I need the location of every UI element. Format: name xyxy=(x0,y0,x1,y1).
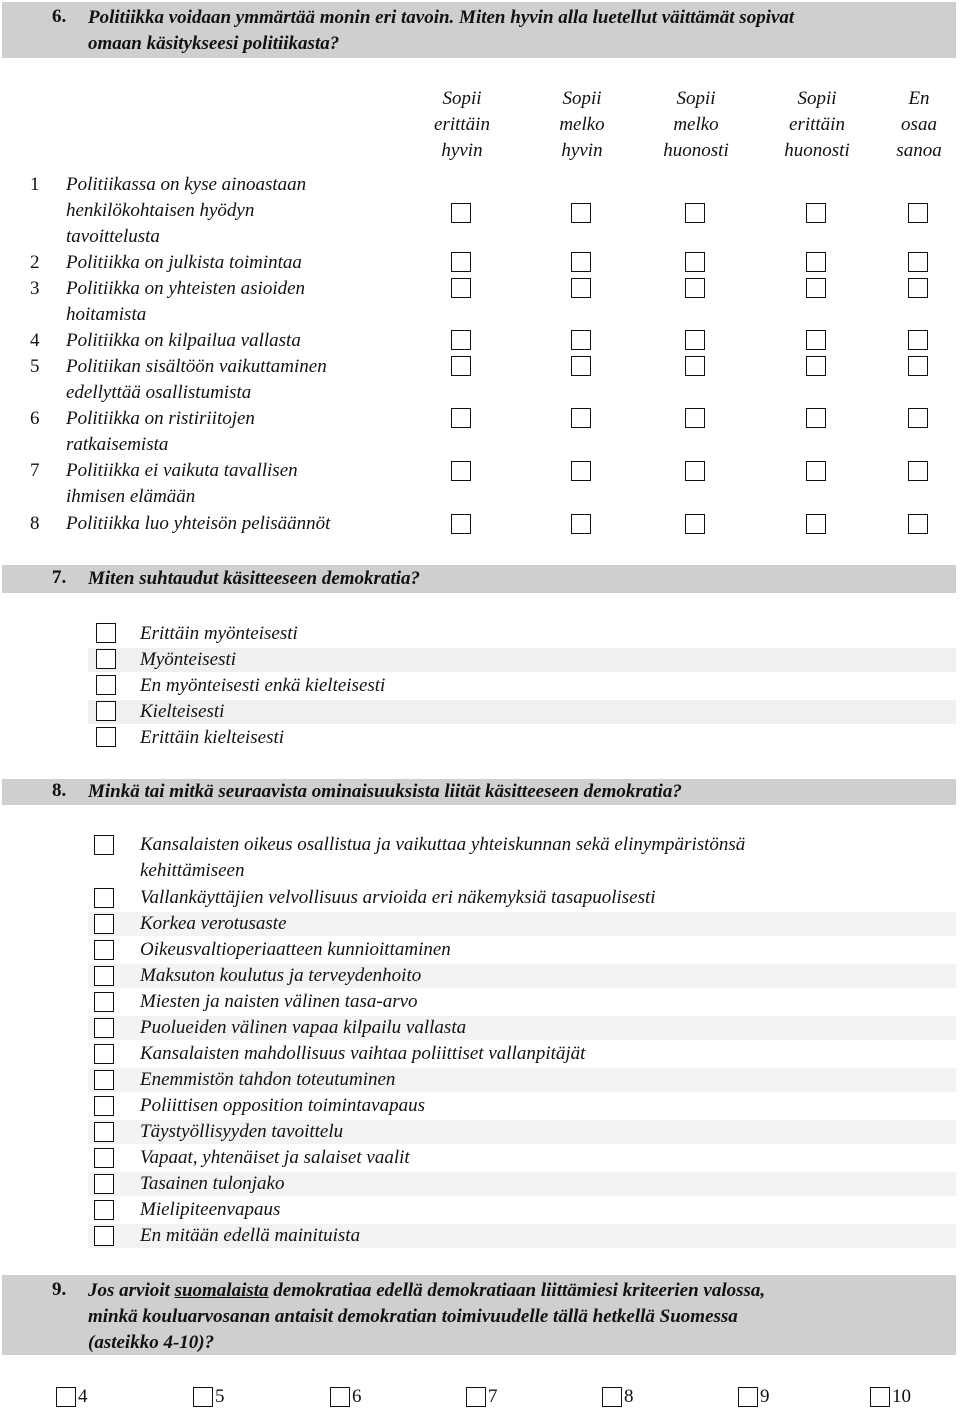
statement-line: Politiikka on yhteisten asioiden xyxy=(66,278,306,299)
rating-checkbox-row5-col5[interactable] xyxy=(908,356,928,376)
rating-checkbox-row3-col2[interactable] xyxy=(571,278,591,298)
q8-option-label xyxy=(140,1041,585,1067)
q9-title-part: demokratiaa edellä demokratiaan liittämiesi kriteerien valossa, xyxy=(268,1280,766,1301)
statement-text xyxy=(66,354,406,406)
q8-option-checkbox[interactable] xyxy=(94,1070,114,1090)
grade-checkbox-10[interactable] xyxy=(870,1387,890,1407)
rating-checkbox-row6-col2[interactable] xyxy=(571,408,591,428)
rating-checkbox-row5-col2[interactable] xyxy=(571,356,591,376)
statement-line: Politiikan sisältöön vaikuttaminen xyxy=(66,356,327,377)
rating-checkbox-row8-col1[interactable] xyxy=(451,514,471,534)
column-header-2 xyxy=(527,86,637,164)
q8-option-line: Korkea verotusaste xyxy=(140,913,287,934)
q8-option-label xyxy=(140,832,745,884)
q7-option-label: Erittäin myönteisesti xyxy=(140,623,298,644)
q8-option-line: Kansalaisten mahdollisuus vaihtaa poliittiset vallanpitäjät xyxy=(140,1043,586,1064)
q8-option-label xyxy=(140,1067,395,1093)
statement-line: Politiikka luo yhteisön pelisäännöt xyxy=(66,513,331,534)
statement-line: ratkaisemista xyxy=(66,434,169,455)
grade-label: 5 xyxy=(215,1386,225,1407)
grade-label: 4 xyxy=(78,1386,88,1407)
q8-option-line: Puolueiden välinen vapaa kilpailu vallasta xyxy=(140,1017,467,1038)
q8-option-line: kehittämiseen xyxy=(140,860,245,881)
column-header-word: Sopii xyxy=(442,88,482,109)
q8-option-checkbox[interactable] xyxy=(94,1096,114,1116)
rating-checkbox-row6-col3[interactable] xyxy=(685,408,705,428)
q8-option-checkbox[interactable] xyxy=(94,966,114,986)
q8-option-line: Poliittisen opposition toimintavapaus xyxy=(140,1095,425,1116)
column-header-word: sanoa xyxy=(896,140,942,161)
q8-option-checkbox[interactable] xyxy=(94,1148,114,1168)
column-header-word: Sopii xyxy=(562,88,602,109)
statement-line: henkilökohtaisen hyödyn xyxy=(66,200,255,221)
q8-option-checkbox[interactable] xyxy=(94,1044,114,1064)
column-header-word: huonosti xyxy=(784,140,850,161)
statement-line: ihmisen elämään xyxy=(66,486,196,507)
q8-option-label xyxy=(140,989,418,1015)
statement-line: Politiikka on kilpailua vallasta xyxy=(66,330,301,351)
statement-line: Politiikka on julkista toimintaa xyxy=(66,252,302,273)
rating-checkbox-row5-col4[interactable] xyxy=(806,356,826,376)
q7-option-checkbox[interactable] xyxy=(96,649,116,669)
rating-checkbox-row1-col3[interactable] xyxy=(685,203,705,223)
grade-checkbox-6[interactable] xyxy=(330,1387,350,1407)
grade-checkbox-7[interactable] xyxy=(466,1387,486,1407)
q8-option-label xyxy=(140,1171,284,1197)
grade-checkbox-5[interactable] xyxy=(193,1387,213,1407)
column-header-word: Sopii xyxy=(797,88,837,109)
column-header-3 xyxy=(641,86,751,164)
q8-number: 8. xyxy=(52,780,67,801)
q8-option-label xyxy=(140,1223,360,1249)
statement-line: Politiikassa on kyse ainoastaan xyxy=(66,174,307,195)
rating-checkbox-row4-col5[interactable] xyxy=(908,330,928,350)
column-header-word: Sopii xyxy=(676,88,716,109)
q9-number: 9. xyxy=(52,1279,67,1300)
q7-option-label: Erittäin kielteisesti xyxy=(140,727,285,748)
q8-option-line: En mitään edellä mainituista xyxy=(140,1225,361,1246)
q8-option-line: Maksuton koulutus ja terveydenhoito xyxy=(140,965,422,986)
q8-option-label xyxy=(140,1015,466,1041)
column-header-word: erittäin xyxy=(789,114,845,135)
q8-option-label xyxy=(140,1119,343,1145)
q8-option-label xyxy=(140,885,656,911)
q7-option-checkbox[interactable] xyxy=(96,675,116,695)
statement-line: hoitamista xyxy=(66,304,147,325)
rating-checkbox-row6-col5[interactable] xyxy=(908,408,928,428)
column-header-5 xyxy=(864,86,960,164)
statement-number: 8 xyxy=(30,513,40,534)
rating-checkbox-row3-col5[interactable] xyxy=(908,278,928,298)
column-header-word: melko xyxy=(559,114,605,135)
rating-checkbox-row2-col2[interactable] xyxy=(571,252,591,272)
statement-number: 7 xyxy=(30,460,40,481)
q9-title-line2: minkä kouluarvosanan antaisit demokratian toimivuudelle tällä hetkellä Suomessa xyxy=(88,1306,738,1327)
q8-option-line: Mielipiteenvapaus xyxy=(140,1199,281,1220)
grade-checkbox-4[interactable] xyxy=(56,1387,76,1407)
q8-option-checkbox[interactable] xyxy=(94,940,114,960)
q8-option-label xyxy=(140,1093,425,1119)
q8-option-checkbox[interactable] xyxy=(94,1122,114,1142)
rating-checkbox-row1-col4[interactable] xyxy=(806,203,826,223)
q6-title-line1: Politiikka voidaan ymmärtää monin eri tavoin. Miten hyvin alla luetellut väittämät sopivat xyxy=(88,7,795,28)
q7-option-label: Kielteisesti xyxy=(140,701,225,722)
rating-checkbox-row6-col4[interactable] xyxy=(806,408,826,428)
q8-option-line: Vapaat, yhtenäiset ja salaiset vaalit xyxy=(140,1147,410,1168)
q7-option-checkbox[interactable] xyxy=(96,623,116,643)
rating-checkbox-row7-col5[interactable] xyxy=(908,461,928,481)
grade-label: 10 xyxy=(892,1386,911,1407)
q8-option-line: Enemmistön tahdon toteutuminen xyxy=(140,1069,396,1090)
rating-checkbox-row5-col1[interactable] xyxy=(451,356,471,376)
statement-line: tavoittelusta xyxy=(66,226,160,247)
q7-option-checkbox[interactable] xyxy=(96,701,116,721)
rating-checkbox-row3-col1[interactable] xyxy=(451,278,471,298)
q8-option-checkbox[interactable] xyxy=(94,835,114,855)
q8-option-label xyxy=(140,1145,410,1171)
statement-text xyxy=(66,458,406,510)
column-header-word: osaa xyxy=(901,114,937,135)
column-header-4 xyxy=(762,86,872,164)
statement-text xyxy=(66,406,406,458)
statement-number: 2 xyxy=(30,252,40,273)
rating-checkbox-row7-col3[interactable] xyxy=(685,461,705,481)
q7-option-checkbox[interactable] xyxy=(96,727,116,747)
rating-checkbox-row7-col1[interactable] xyxy=(451,461,471,481)
q8-title: Minkä tai mitkä seuraavista ominaisuuksista liität käsitteeseen demokratia? xyxy=(88,781,682,802)
column-header-word: erittäin xyxy=(434,114,490,135)
q8-option-label xyxy=(140,911,287,937)
q8-option-checkbox[interactable] xyxy=(94,1226,114,1246)
statement-line: Politiikka ei vaikuta tavallisen xyxy=(66,460,298,481)
q8-option-line: Kansalaisten oikeus osallistua ja vaikuttaa yhteiskunnan sekä elinympäristönsä xyxy=(140,834,746,855)
statement-text xyxy=(66,276,406,328)
grade-label: 9 xyxy=(760,1386,770,1407)
rating-checkbox-row8-col3[interactable] xyxy=(685,514,705,534)
rating-checkbox-row3-col4[interactable] xyxy=(806,278,826,298)
statement-text xyxy=(66,172,406,250)
q8-option-checkbox[interactable] xyxy=(94,1200,114,1220)
q6-number: 6. xyxy=(52,6,67,27)
column-header-word: hyvin xyxy=(561,140,603,161)
statement-line: edellyttää osallistumista xyxy=(66,382,252,403)
rating-checkbox-row1-col5[interactable] xyxy=(908,203,928,223)
rating-checkbox-row7-col4[interactable] xyxy=(806,461,826,481)
q8-option-line: Miesten ja naisten välinen tasa-arvo xyxy=(140,991,418,1012)
statement-number: 1 xyxy=(30,174,40,195)
rating-checkbox-row2-col5[interactable] xyxy=(908,252,928,272)
q7-option-label: Myönteisesti xyxy=(140,649,237,670)
q9-title-underlined: suomalaista xyxy=(174,1280,269,1301)
column-header-word: melko xyxy=(673,114,719,135)
q8-option-checkbox[interactable] xyxy=(94,1018,114,1038)
rating-checkbox-row6-col1[interactable] xyxy=(451,408,471,428)
rating-checkbox-row2-col1[interactable] xyxy=(451,252,471,272)
column-header-1 xyxy=(407,86,517,164)
statement-number: 4 xyxy=(30,330,40,351)
q8-option-line: Vallankäyttäjien velvollisuus arvioida eri näkemyksiä tasapuolisesti xyxy=(140,887,656,908)
q8-option-line: Oikeusvaltioperiaatteen kunnioittaminen xyxy=(140,939,451,960)
q8-option-label xyxy=(140,963,421,989)
q9-title-line1 xyxy=(88,1278,765,1304)
statement-number: 5 xyxy=(30,356,40,377)
q9-title-part: Jos arvioit xyxy=(88,1280,175,1301)
q7-title: Miten suhtaudut käsitteeseen demokratia? xyxy=(88,568,421,589)
rating-checkbox-row4-col4[interactable] xyxy=(806,330,826,350)
statement-number: 6 xyxy=(30,408,40,429)
rating-checkbox-row5-col3[interactable] xyxy=(685,356,705,376)
column-header-word: huonosti xyxy=(663,140,729,161)
rating-checkbox-row4-col2[interactable] xyxy=(571,330,591,350)
q7-option-label: En myönteisesti enkä kielteisesti xyxy=(140,675,386,696)
q7-number: 7. xyxy=(52,567,67,588)
grade-checkbox-9[interactable] xyxy=(738,1387,758,1407)
grade-label: 7 xyxy=(488,1386,498,1407)
q8-option-line: Tasainen tulonjako xyxy=(140,1173,285,1194)
q8-option-checkbox[interactable] xyxy=(94,992,114,1012)
rating-checkbox-row2-col3[interactable] xyxy=(685,252,705,272)
grade-label: 6 xyxy=(352,1386,362,1407)
q8-option-label xyxy=(140,1197,280,1223)
rating-checkbox-row8-col4[interactable] xyxy=(806,514,826,534)
statement-text xyxy=(66,328,406,354)
q8-option-label xyxy=(140,937,451,963)
rating-checkbox-row3-col3[interactable] xyxy=(685,278,705,298)
q8-option-checkbox[interactable] xyxy=(94,1174,114,1194)
rating-checkbox-row7-col2[interactable] xyxy=(571,461,591,481)
rating-checkbox-row8-col5[interactable] xyxy=(908,514,928,534)
q8-option-line: Täystyöllisyyden tavoittelu xyxy=(140,1121,344,1142)
rating-checkbox-row4-col3[interactable] xyxy=(685,330,705,350)
statement-line: Politiikka on ristiriitojen xyxy=(66,408,255,429)
q9-title-line3: (asteikko 4-10)? xyxy=(88,1332,215,1353)
statement-text xyxy=(66,250,406,276)
q8-option-checkbox[interactable] xyxy=(94,914,114,934)
rating-checkbox-row2-col4[interactable] xyxy=(806,252,826,272)
rating-checkbox-row4-col1[interactable] xyxy=(451,330,471,350)
q6-title-line2: omaan käsitykseesi politiikasta? xyxy=(88,33,340,54)
q8-option-checkbox[interactable] xyxy=(94,888,114,908)
rating-checkbox-row8-col2[interactable] xyxy=(571,514,591,534)
statement-text xyxy=(66,511,406,537)
grade-label: 8 xyxy=(624,1386,634,1407)
grade-checkbox-8[interactable] xyxy=(602,1387,622,1407)
statement-number: 3 xyxy=(30,278,40,299)
rating-checkbox-row1-col2[interactable] xyxy=(571,203,591,223)
column-header-word: En xyxy=(908,88,930,109)
column-header-word: hyvin xyxy=(441,140,483,161)
rating-checkbox-row1-col1[interactable] xyxy=(451,203,471,223)
